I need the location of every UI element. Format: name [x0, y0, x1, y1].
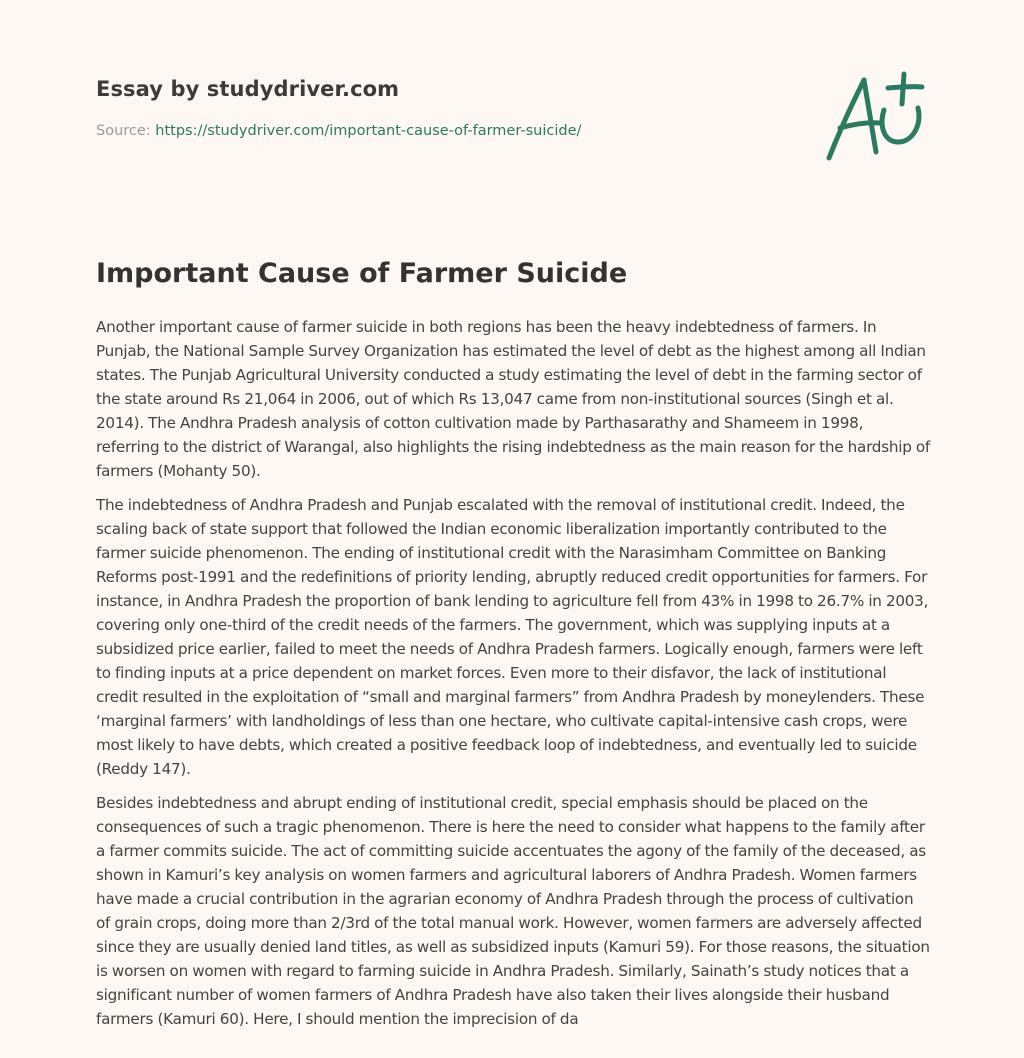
essay-body — [96, 315, 930, 1041]
essay-paragraph: Besides indebtedness and abrupt ending of institutional credit, special emphasis should be placed on the consequences of such a tragic phenomenon. There is here the need to consider what happens to the family after a farmer commits suicide. The act of committing suicide accentuates the agony of the family of the deceased, as shown in Kamuri’s key analysis on women farmers and agricultural laborers of Andhra Pradesh. Women farmers have made a crucial contribution in the agrarian economy of Andhra Pradesh through the process of cultivation of grain crops, doing more than 2/3rd of the total manual work. However, women farmers are adversely affected since they are usually denied land titles, as well as subsidized inputs (Kamuri 59). For those reasons, the situation is worsen on women with regard to farming suicide in Andhra Pradesh. Similarly, Sainath’s study notices that a significant number of women farmers of Andhra Pradesh have also taken their lives alongside their husband farmers (Kamuri 60). Here, I should mention the imprecision of da — [96, 794, 930, 1028]
page-title: Important Cause of Farmer Suicide — [96, 258, 628, 289]
essay-paragraph: Another important cause of farmer suicide in both regions has been the heavy indebtedness of farmers. In Punjab, the National Sample Survey Organization has estimated the level of debt as the highest among all Indian states. The Punjab Agricultural University conducted a study estimating the level of debt in the farming sector of the state around Rs 21,064 in 2006, out of which Rs 13,047 came from non-institutional sources (Singh et al. 2014). The Andhra Pradesh analysis of cotton cultivation made by Parthasarathy and Shameem in 1998, referring to the district of Warangal, also highlights the rising indebtedness as the main reason for the hardship of farmers (Mohanty 50). — [96, 318, 931, 480]
page-header — [96, 74, 796, 141]
source-line — [96, 121, 796, 141]
site-brand: Essay by studydriver.com — [96, 77, 400, 101]
essay-paragraph: The indebtedness of Andhra Pradesh and Punjab escalated with the removal of institutional credit. Indeed, the scaling back of state support that followed the Indian economic liberalization importantly contributed to the farmer suicide phenomenon. The ending of institutional credit with the Narasimham Committee on Banking Reforms post-1991 and the redefinitions of priority lending, abruptly reduced credit opportunities for farmers. For instance, in Andhra Pradesh the proportion of bank lending to agriculture fell from 43% in 1998 to 26.7% in 2003, covering only one-third of the credit needs of the farmers. The government, which was supplying inputs at a subsidized price earlier, failed to meet the needs of Andhra Pradesh farmers. Logically enough, farmers were left to finding inputs at a price dependent on market forces. Even more to their disfavor, the lack of institutional credit resulted in the exploitation of “small and marginal farmers” from Andhra Pradesh by moneylenders. These ‘marginal farmers’ with landholdings of less than one hectare, who cultivate capital-intensive cash crops, were most likely to have debts, which created a positive feedback loop of indebtedness, and eventually led to suicide (Reddy 147). — [96, 496, 929, 778]
source-link[interactable]: https://studydriver.com/important-cause-of-farmer-suicide/ — [155, 123, 582, 139]
source-label: Source: — [96, 123, 156, 139]
a-plus-grade-icon — [824, 70, 928, 166]
a-plus-logo-svg — [824, 70, 928, 166]
